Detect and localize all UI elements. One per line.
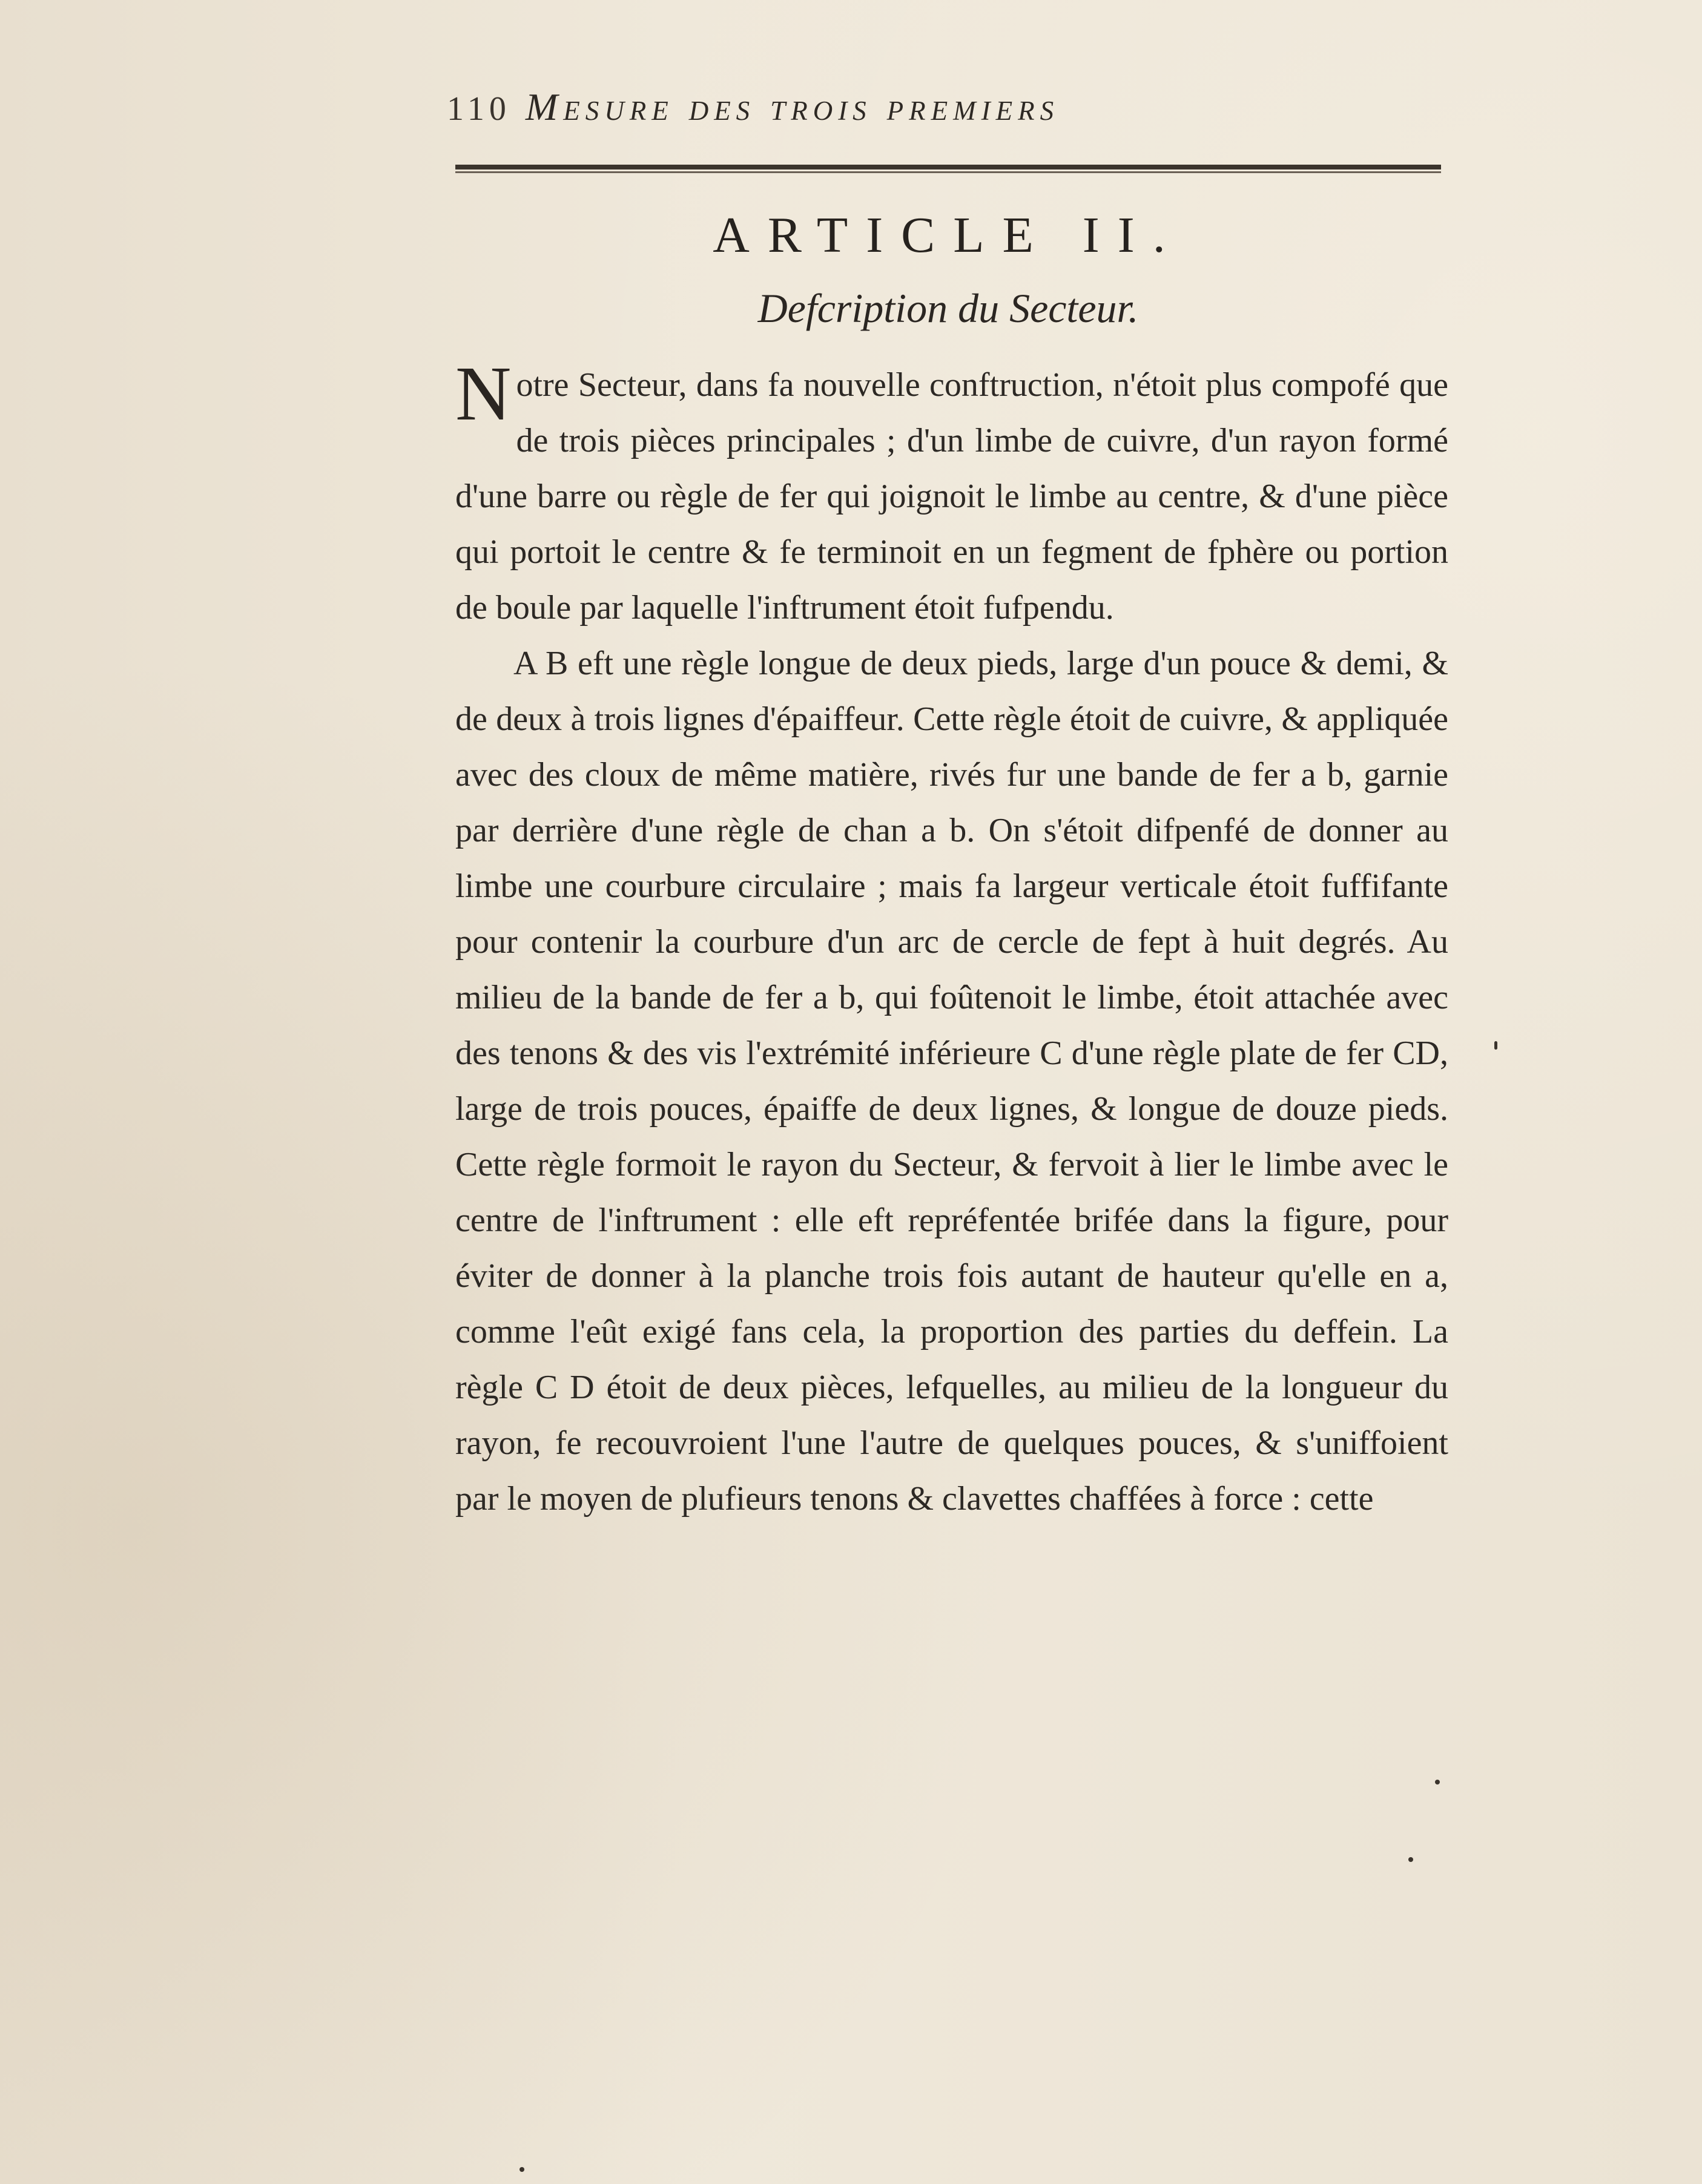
body-text xyxy=(455,350,1448,1527)
article-heading: ARTICLE II. xyxy=(713,207,1184,263)
ink-speck xyxy=(1494,1041,1497,1050)
paragraph-1: Notre Secteur, dans fa nouvelle conftruction, n'étoit plus compofé que de trois pièces principales ; d'un limbe de cuivre, d'un rayon formé d'une barre ou règle de fer qui joignoit le limbe au centre, & d'une pièce qui portoit le centre & fe terminoit en un fegment de fphère ou portion de boule par laquelle l'inftrument étoit fufpendu. xyxy=(455,350,1448,627)
ink-speck xyxy=(1408,1857,1413,1862)
running-head xyxy=(447,85,1440,151)
article-subtitle: Defcription du Secteur. xyxy=(757,285,1139,331)
header-rule xyxy=(455,165,1441,173)
paragraph-2: A B eft une règle longue de deux pieds, large d'un pouce & demi, & de deux à trois lignes d'épaiffeur. Cette règle étoit de cuivre, & appliquée avec des cloux de même matière, rivés fur une bande de fer a b, garnie par derrière d'une règle de chan a b. On s'étoit difpenfé de donner au limbe une courbure circulaire ; mais fa largeur verticale étoit fuffifante pour contenir la courbure d'un arc de cercle de fept à huit degrés. Au milieu de la bande de fer a b, qui foûtenoit le limbe, étoit attachée avec des tenons & des vis l'extrémité inférieure C d'une règle plate de fer CD, large de trois pouces, épaiffe de deux lignes, & longue de douze pieds. Cette règle formoit le rayon du Secteur, & fervoit à lier le limbe avec le centre de l'inftrument : elle eft repréfentée brifée dans la figure, pour éviter de donner à la planche trois fois autant de hauteur qu'elle en a, comme l'eût exigé fans cela, la proportion des parties du deffein. La règle C D étoit de deux pièces, lefquelles, au milieu de la longueur du rayon, fe recouvroient l'une l'autre de quelques pouces, & s'uniffoient par le moyen de plufieurs tenons & clavettes chaffées à force : cette xyxy=(455,645,1448,1518)
ink-speck xyxy=(520,2167,524,2172)
ink-speck xyxy=(1435,1780,1440,1784)
page-number: 110 xyxy=(447,90,511,128)
running-title: Mesure des trois premiers xyxy=(525,85,1060,128)
